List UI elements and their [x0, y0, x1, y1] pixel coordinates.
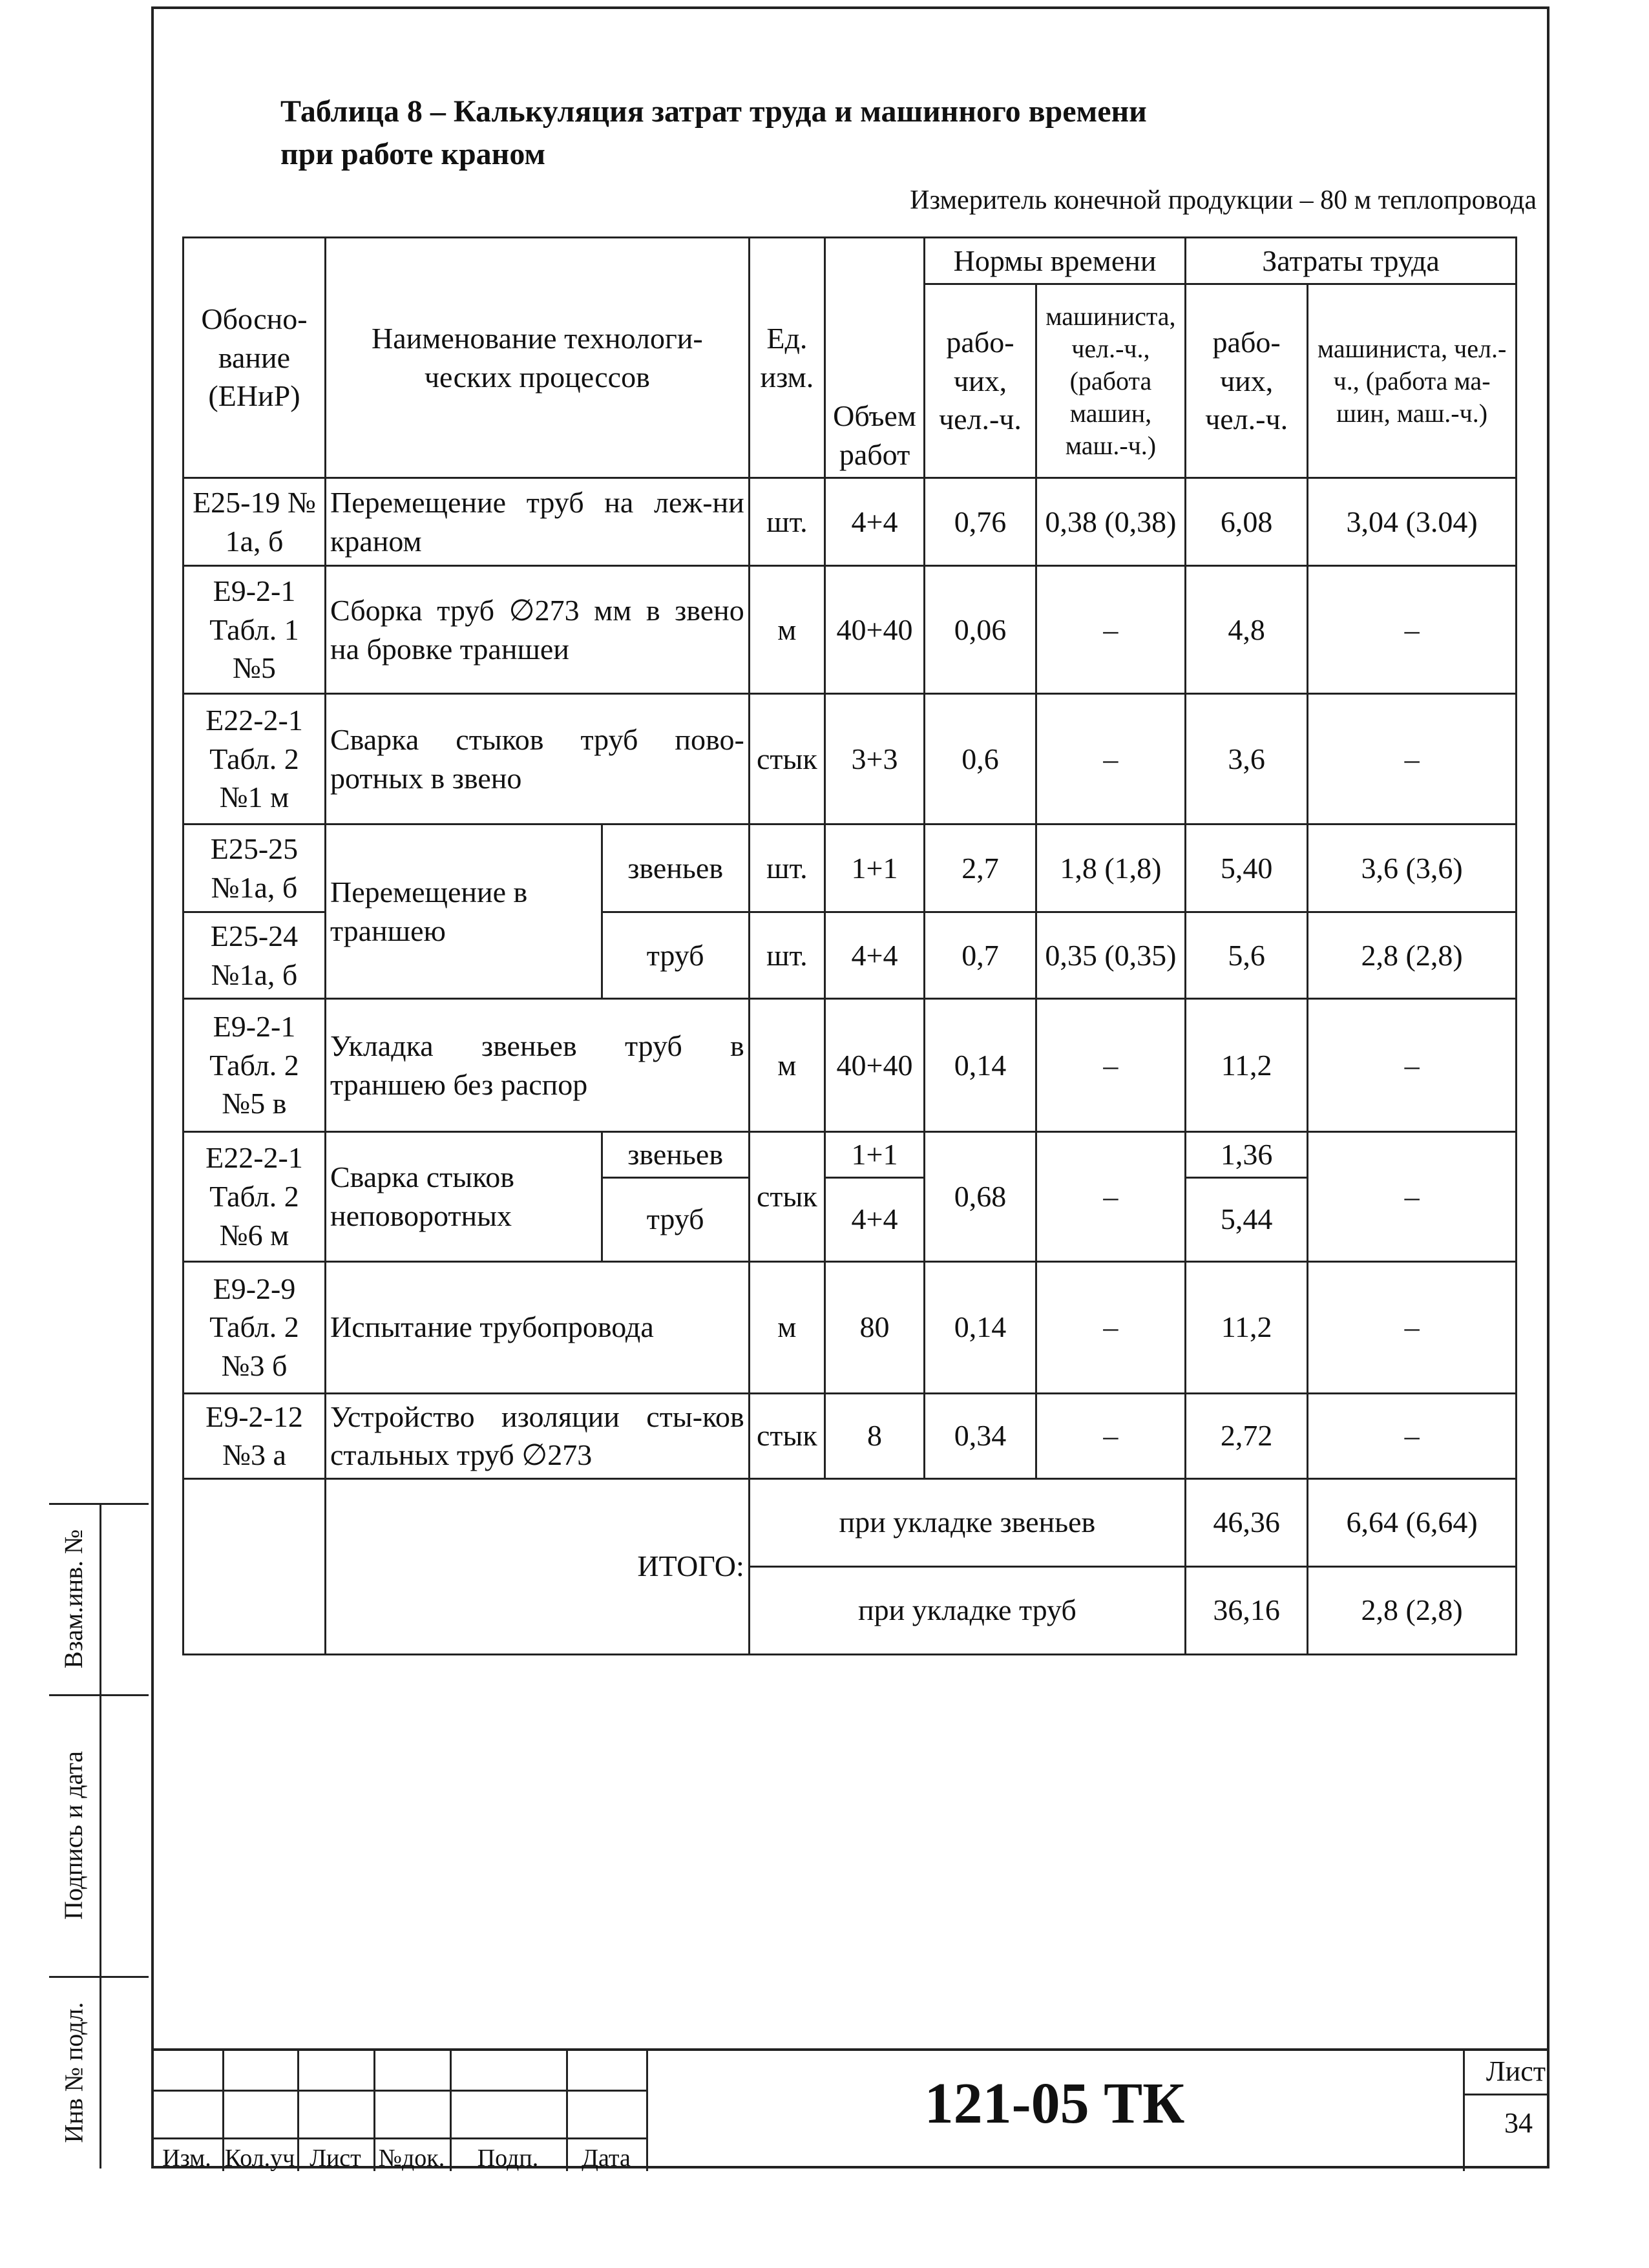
- total-label: ИТОГО:: [325, 1478, 749, 1654]
- table-row: труб 4+4 5,44: [184, 1177, 1517, 1261]
- table-row: Е22-2-1 Табл. 2 №1 м Сварка стыков труб пово-ротных в звено стык 3+3 0,6 – 3,6 –: [184, 694, 1517, 824]
- stamp-col-count: Кол.уч: [224, 2145, 295, 2172]
- table-row: Е9-2-1 Табл. 1 №5 Сборка труб ∅273 мм в звено на бровке траншеи м 40+40 0,06 – 4,8 –: [184, 566, 1517, 694]
- stamp-col-sheet: Лист: [310, 2145, 361, 2172]
- table-row: Е25-24 №1а, б труб шт. 4+4 0,7 0,35 (0,35) 5,6 2,8 (2,8): [184, 912, 1517, 999]
- table-row: Е25-25 №1а, б Перемещение в траншею звеньев шт. 1+1 2,7 1,8 (1,8) 5,40 3,6 (3,6): [184, 824, 1517, 912]
- header-cost-workers: рабо-чих, чел.-ч.: [1186, 284, 1308, 478]
- total-row: ИТОГО: при укладке звеньев 46,36 6,64 (6,64): [184, 1478, 1517, 1566]
- header-norm-machinist: машиниста, чел.-ч., (работа машин, маш.-ч.): [1036, 284, 1185, 478]
- document-code: 121-05 ТК: [924, 2072, 1185, 2136]
- table-row: Е22-2-1 Табл. 2 №6 м Сварка стыков неповоротных звеньев стык 1+1 0,68 – 1,36 –: [184, 1132, 1517, 1178]
- replaced-inventory-label: Взам.инв. №: [59, 1529, 89, 1668]
- signature-date-label: Подпись и дата: [59, 1750, 89, 1920]
- title-line-1: Таблица 8 – Калькуляция затрат труда и машинного времени: [280, 94, 1147, 129]
- total-row: при укладке труб 36,16 2,8 (2,8): [184, 1566, 1517, 1654]
- stamp-col-doc: №док.: [378, 2145, 445, 2172]
- title-line-2: при работе краном: [280, 137, 546, 171]
- measure-unit-note: Измеритель конечной продукции – 80 м теплопровода: [910, 185, 1537, 215]
- labor-cost-table: [182, 236, 1517, 1655]
- header-time-norms: Нормы времени: [925, 238, 1186, 284]
- stamp-col-signature: Подп.: [477, 2145, 539, 2172]
- header-unit: Ед. изм.: [749, 238, 824, 478]
- sheet-label: Лист: [1486, 2055, 1546, 2087]
- table-row: Е25-19 № 1а, б Перемещение труб на леж-ни краном шт. 4+4 0,76 0,38 (0,38) 6,08 3,04 (3.04): [184, 478, 1517, 566]
- side-stamp: [49, 1503, 149, 2168]
- table-row: Е9-2-9 Табл. 2 №3 б Испытание трубопровода м 80 0,14 – 11,2 –: [184, 1261, 1517, 1393]
- header-norm-workers: рабо-чих, чел.-ч.: [925, 284, 1036, 478]
- header-volume: Объем работ: [824, 238, 924, 478]
- header-basis: Обосно-вание (ЕНиР): [184, 238, 326, 478]
- original-inventory-label: Инв № подл.: [59, 2002, 89, 2143]
- header-cost-machinist: машиниста, чел.-ч., (работа ма-шин, маш.-ч.): [1308, 284, 1517, 478]
- header-labor-costs: Затраты труда: [1186, 238, 1517, 284]
- table-title: [280, 90, 1147, 176]
- stamp-col-change: Изм.: [162, 2145, 211, 2172]
- header-process-name: Наименование технологи-ческих процессов: [325, 238, 749, 478]
- sheet-number: 34: [1504, 2107, 1533, 2139]
- table-row: Е9-2-12 №3 а Устройство изоляции сты-ков стальных труб ∅273 стык 8 0,34 – 2,72 –: [184, 1393, 1517, 1478]
- title-block: [151, 2048, 1549, 2172]
- table-row: Е9-2-1 Табл. 2 №5 в Укладка звеньев труб в траншею без распор м 40+40 0,14 – 11,2 –: [184, 999, 1517, 1132]
- stamp-col-date: Дата: [582, 2145, 631, 2172]
